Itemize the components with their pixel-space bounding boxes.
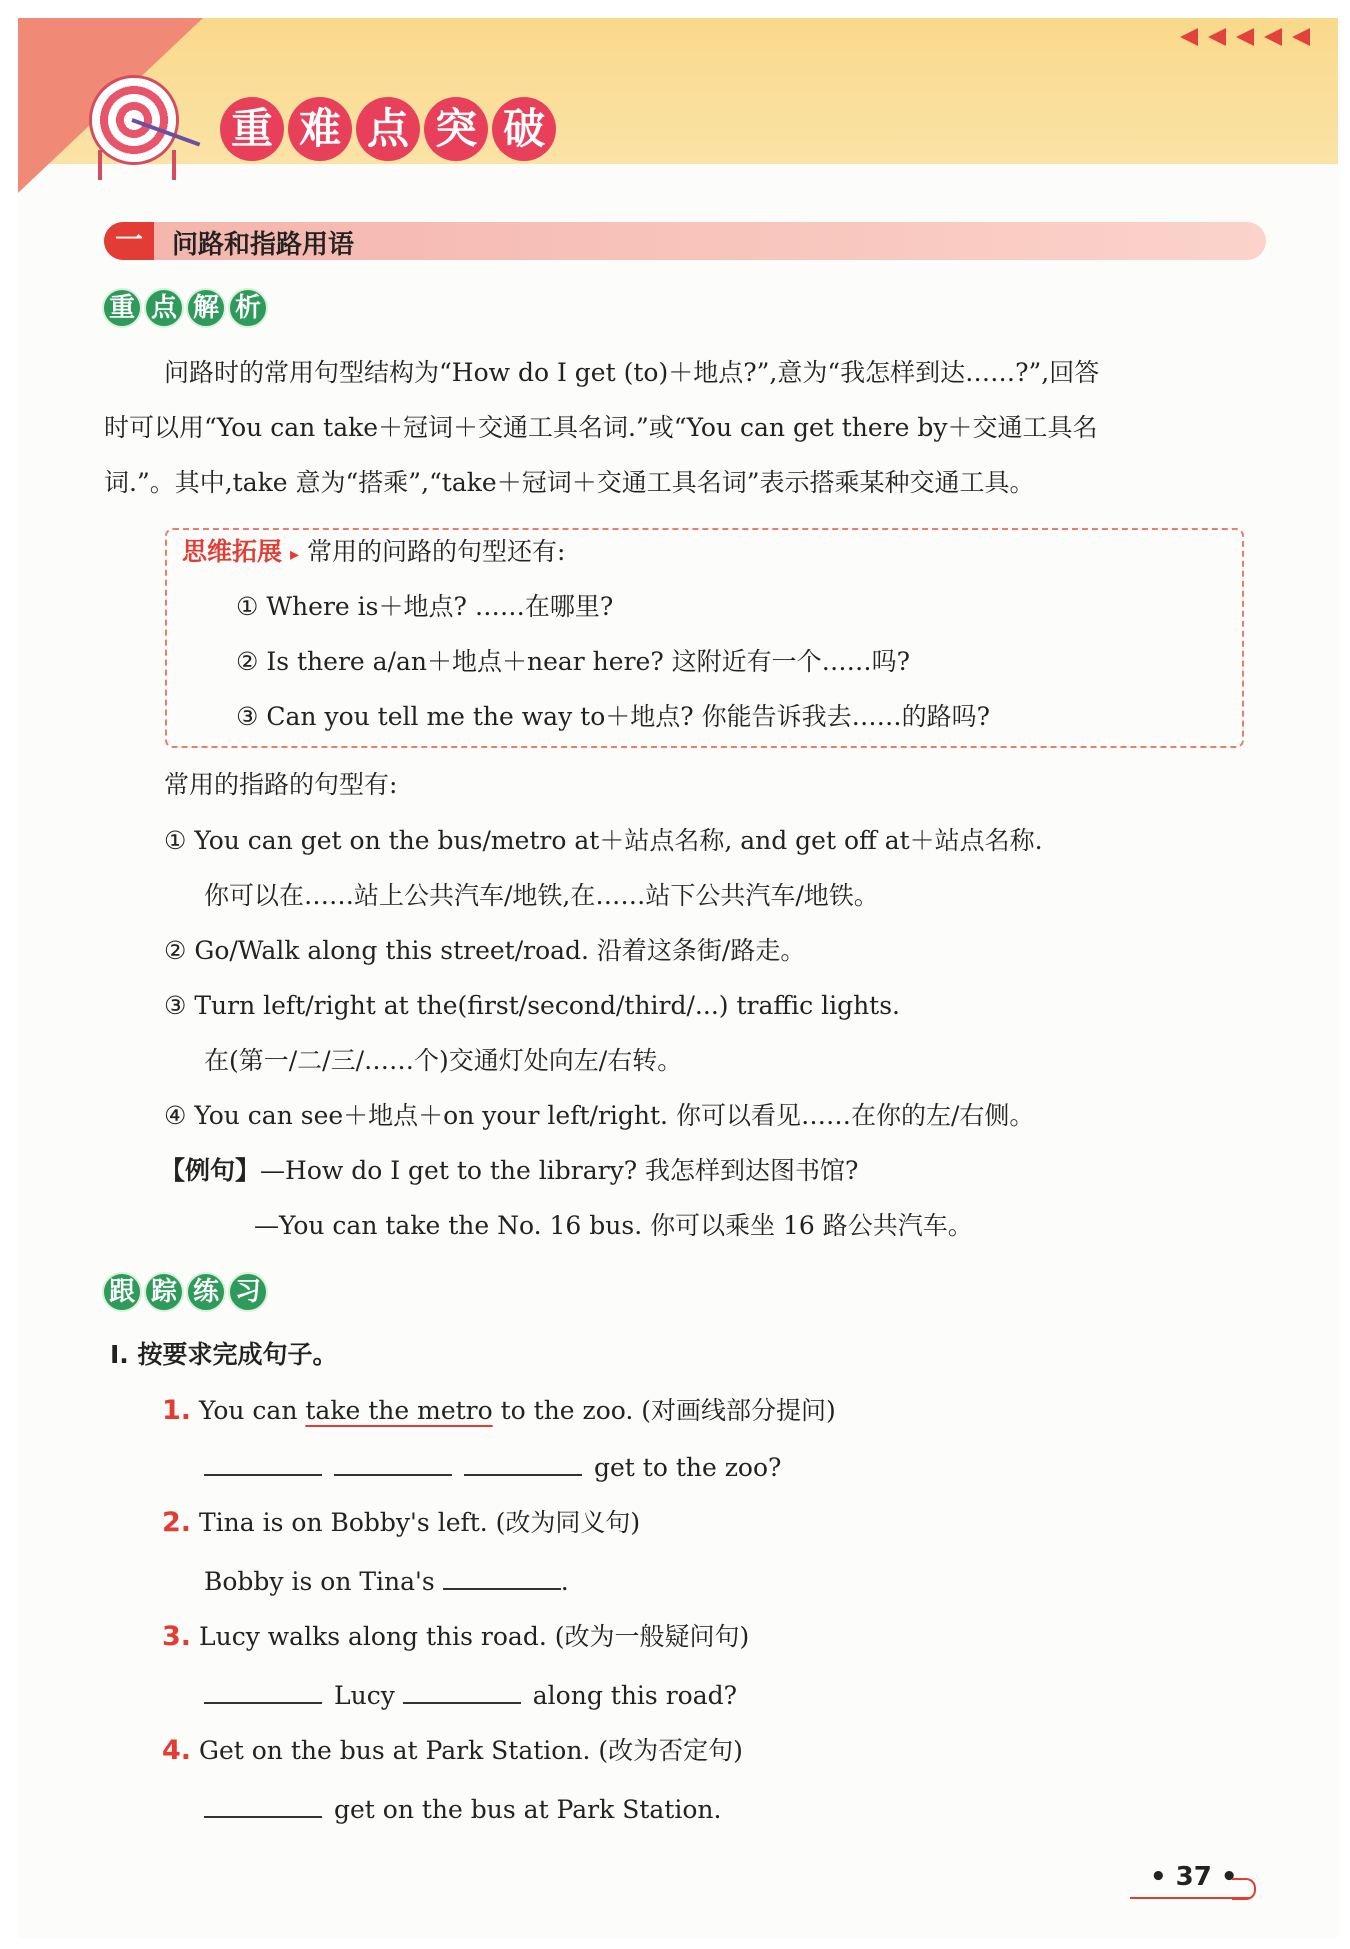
thinking-heading [182,537,565,570]
exercise-part-title: Ⅰ. 按要求完成句子。 [110,1340,338,1369]
question-text: Tina is on Bobby's left. (改为同义句) [199,1508,641,1537]
badge-char: 习 [228,1272,268,1312]
directions-line: 在(第一/二/三/……个)交通灯处向左/右转。 [204,1046,683,1075]
badge-char: 练 [186,1272,226,1312]
page-title [220,97,556,161]
answer-blank[interactable] [334,1452,452,1476]
badge-char: 点 [144,288,184,328]
section-title: 问路和指路用语 [172,230,355,260]
thinking-label: 思维拓展 [182,537,283,566]
thinking-intro: 常用的问路的句型还有: [306,537,566,566]
answer-line-1 [204,1452,781,1483]
directions-line: ③ Turn left/right at the(first/second/third/...) traffic lights. [164,991,900,1020]
header-band [18,18,1338,164]
question-number: 3. [162,1621,192,1652]
arrow-icon [1208,28,1226,46]
directions-line: 你可以在……站上公共汽车/地铁,在……站下公共汽车/地铁。 [204,881,879,910]
question-number: 4. [162,1735,192,1766]
directions-line: ④ You can see＋地点＋on your left/right. 你可以看见……在你的左/右侧。 [164,1101,1035,1130]
question-number: 1. [162,1395,192,1426]
example-question-text: —How do I get to the library? 我怎样到达图书馆? [260,1156,859,1185]
question-text: You can [199,1396,306,1425]
answer-text: get on the bus at Park Station. [334,1795,722,1824]
answer-text: along this road? [532,1681,738,1710]
arrow-icon [1264,28,1282,46]
arrow-icon [1292,28,1310,46]
answer-line-4 [204,1794,721,1825]
thinking-item: ② Is there a/an＋地点＋near here? 这附近有一个……吗? [236,647,911,676]
directions-heading: 常用的指路的句型有: [164,770,398,799]
badge-char: 跟 [102,1272,142,1312]
underlined-phrase: take the metro [305,1396,493,1425]
title-char: 难 [288,97,352,161]
key-points-badge [102,288,268,328]
paragraph-line: 问路时的常用句型结构为“How do I get (to)＋地点?”,意为“我怎样到达……?”,回答 [164,358,1100,387]
badge-char: 析 [228,288,268,328]
badge-char: 重 [102,288,142,328]
answer-text: Lucy [334,1681,395,1710]
decorative-arrows [1180,28,1310,46]
answer-blank[interactable] [204,1680,322,1704]
question-text: to the zoo. (对画线部分提问) [492,1396,836,1425]
title-char: 突 [424,97,488,161]
example-answer: —You can take the No. 16 bus. 你可以乘坐 16 路公共汽车。 [254,1211,973,1240]
answer-line-2 [204,1566,569,1597]
answer-text: Bobby is on Tina's [204,1567,435,1596]
arrow-icon [1180,28,1198,46]
question-number: 2. [162,1507,192,1538]
question-text: Get on the bus at Park Station. (改为否定句) [199,1736,743,1765]
play-arrow-icon: ▸ [289,544,300,565]
title-char: 点 [356,97,420,161]
directions-line: ① You can get on the bus/metro at＋站点名称, and get off at＋站点名称. [164,826,1043,855]
page-number: • 37 • [1150,1862,1238,1892]
paragraph-line: 时可以用“You can take＋冠词＋交通工具名词.”或“You can get there by＋交通工具名 [104,413,1098,442]
question-3 [162,1622,749,1652]
answer-blank[interactable] [464,1452,582,1476]
badge-char: 解 [186,288,226,328]
badge-char: 踪 [144,1272,184,1312]
title-char: 重 [220,97,284,161]
section-number: 一 [104,222,154,260]
question-1 [162,1396,836,1426]
directions-line: ② Go/Walk along this street/road. 沿着这条街/路走。 [164,936,806,965]
paragraph-line: 词.”。其中,take 意为“搭乘”,“take＋冠词＋交通工具名词”表示搭乘某种交通工具。 [104,468,1035,497]
practice-badge [102,1272,268,1312]
answer-blank[interactable] [204,1452,322,1476]
example-question [160,1156,858,1186]
title-char: 破 [492,97,556,161]
answer-blank[interactable] [443,1566,561,1590]
thinking-item: ① Where is＋地点? ……在哪里? [236,592,614,621]
answer-blank[interactable] [204,1794,322,1818]
page-number-hook-icon [1232,1878,1256,1900]
answer-text: . [560,1567,569,1596]
answer-line-3 [204,1680,737,1711]
answer-text: get to the zoo? [594,1453,782,1482]
question-4 [162,1736,743,1766]
answer-blank[interactable] [403,1680,521,1704]
question-2 [162,1508,640,1538]
question-text: Lucy walks along this road. (改为一般疑问句) [199,1622,750,1651]
arrow-icon [1236,28,1254,46]
example-label: 【例句】 [160,1156,261,1185]
thinking-item: ③ Can you tell me the way to＋地点? 你能告诉我去……的路吗? [236,702,991,731]
